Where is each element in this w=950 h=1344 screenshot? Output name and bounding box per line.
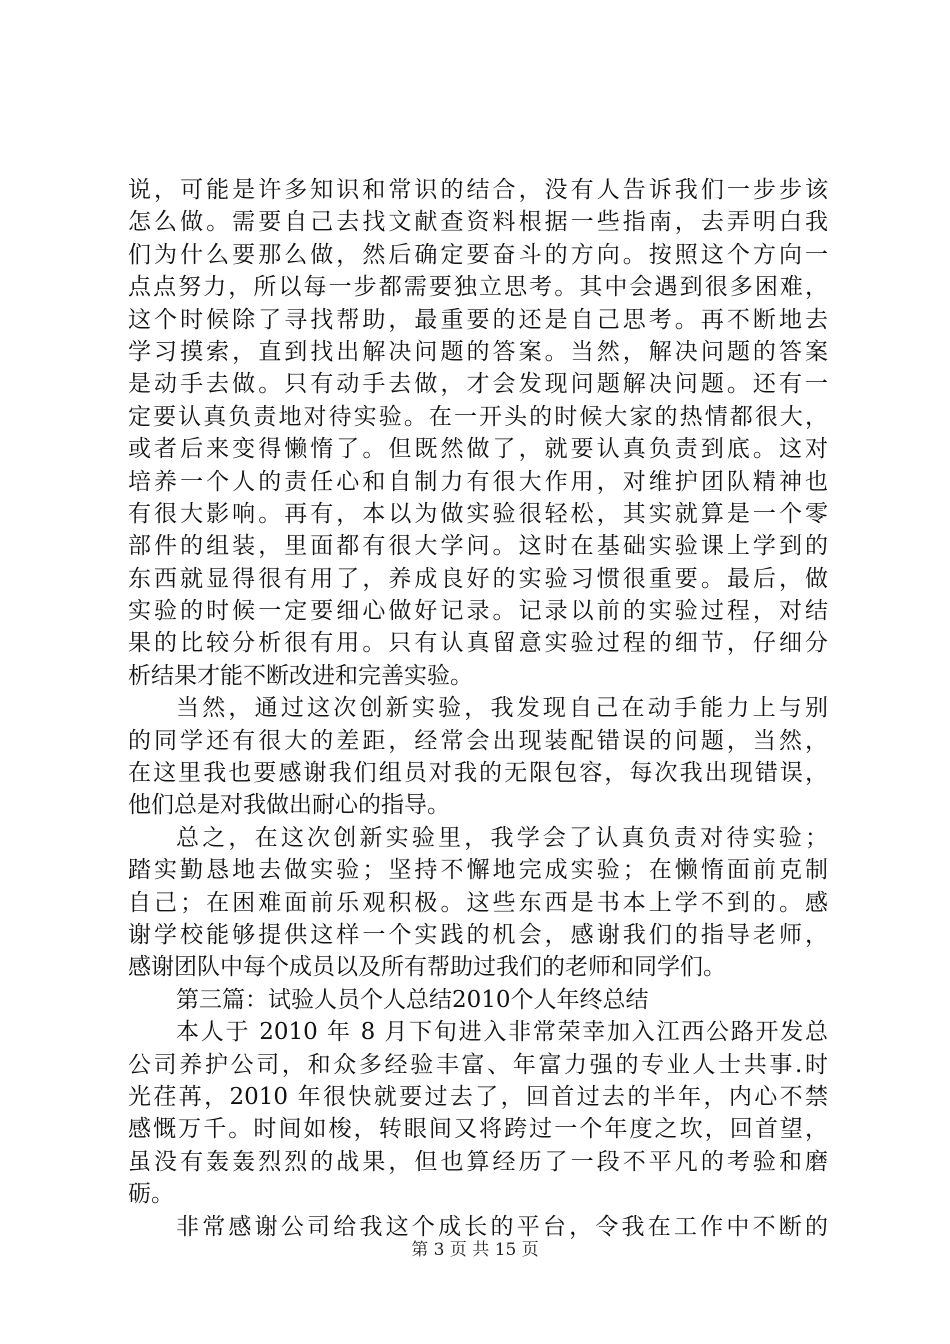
text-line: 有很大影响。再有，本以为做实验很轻松，其实就算是一个零: [128, 500, 828, 527]
text-line: 在这里我也要感谢我们组员对我的无限包容，每次我出现错误，: [128, 760, 828, 787]
text-line: 们为什么要那么做，然后确定要奋斗的方向。按照这个方向一: [128, 241, 828, 268]
text-line: 当然，通过这次创新实验，我发现自己在动手能力上与别: [176, 695, 828, 722]
text-line: 公司养护公司，和众多经验丰富、年富力强的专业人士共事.时: [128, 1051, 828, 1078]
text-line: 这个时候除了寻找帮助，最重要的还是自己思考。再不断地去: [128, 306, 828, 333]
text-line: 或者后来变得懒惰了。但既然做了，就要认真负责到底。这对: [128, 436, 828, 463]
page-number-footer: 第 3 页 共 15 页: [411, 1240, 539, 1260]
text-line: 感谢团队中每个成员以及所有帮助过我们的老师和同学们。: [128, 954, 726, 981]
text-line: 实验的时候一定要细心做好记录。记录以前的实验过程，对结: [128, 598, 828, 625]
text-line: 本人于 2010 年 8 月下旬进入非常荣幸加入江西公路开发总: [176, 1019, 828, 1046]
text-line: 他们总是对我做出耐心的指导。: [128, 792, 450, 819]
text-line: 虽没有轰轰烈烈的战果，但也算经历了一段不平凡的考验和磨: [128, 1148, 828, 1175]
text-line: 的同学还有很大的差距，经常会出现装配错误的问题，当然，: [128, 727, 828, 754]
text-line: 谢学校能够提供这样一个实践的机会，感谢我们的指导老师，: [128, 921, 828, 948]
text-line: 析结果才能不断改进和完善实验。: [128, 662, 473, 689]
text-line: 感慨万千。时间如梭，转眼间又将跨过一个年度之坎，回首望，: [128, 1116, 828, 1143]
body-text: [128, 174, 828, 1243]
text-line: 培养一个人的责任心和自制力有很大作用，对维护团队精神也: [128, 468, 828, 495]
text-line: 砺。: [128, 1181, 174, 1208]
text-line: 自己；在困难面前乐观积极。这些东西是书本上学不到的。感: [128, 889, 828, 916]
text-line: 东西就显得很有用了，养成良好的实验习惯很重要。最后，做: [128, 565, 828, 592]
text-line: 果的比较分析很有用。只有认真留意实验过程的细节，仔细分: [128, 630, 828, 657]
text-line: 说，可能是许多知识和常识的结合，没有人告诉我们一步步该: [128, 177, 828, 203]
section-heading: 第三篇：试验人员个人总结2010个人年终总结: [176, 986, 649, 1013]
text-line: 部件的组装，里面都有很大学问。这时在基础实验课上学到的: [128, 533, 828, 560]
text-line: 定要认真负责地对待实验。在一开头的时候大家的热情都很大，: [128, 403, 828, 430]
text-line: 学习摸索，直到找出解决问题的答案。当然，解决问题的答案: [128, 338, 828, 365]
text-line: 点点努力，所以每一步都需要独立思考。其中会遇到很多困难，: [128, 274, 828, 301]
text-line: 怎么做。需要自己去找文献查资料根据一些指南，去弄明白我: [128, 209, 828, 236]
text-line: 非常感谢公司给我这个成长的平台，令我在工作中不断的: [176, 1213, 828, 1240]
text-line: 是动手去做。只有动手去做，才会发现问题解决问题。还有一: [128, 371, 828, 398]
text-line: 光荏苒，2010 年很快就要过去了，回首过去的半年，内心不禁: [128, 1083, 828, 1110]
text-line: 踏实勤恳地去做实验；坚持不懈地完成实验；在懒惰面前克制: [128, 857, 828, 884]
text-line: 总之，在这次创新实验里，我学会了认真负责对待实验；: [176, 824, 828, 851]
